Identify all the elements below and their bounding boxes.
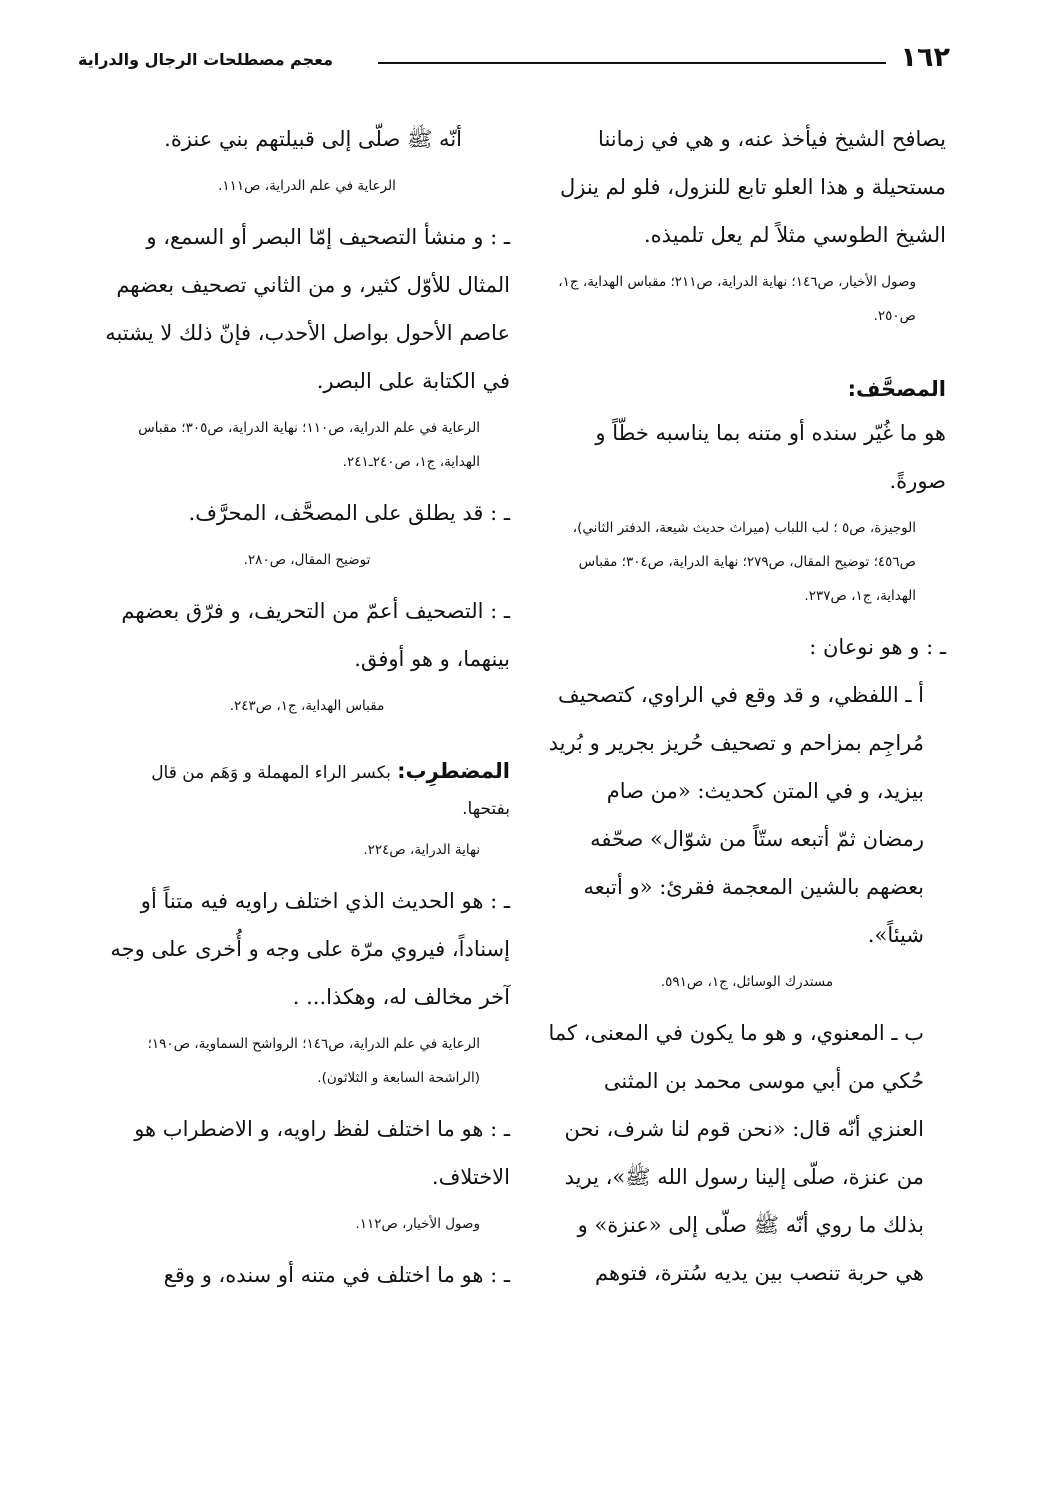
reference: مقباس الهداية، ج١، ص٢٤٣. [229, 698, 385, 714]
reference: الرعاية في علم الدراية، ص١١٠؛ نهاية الدراية، ص٣٠٥؛ مقباس الهداية، ج١، ص٢٤٠ـ٢٤١. [138, 420, 480, 470]
paragraph: ـ : و منشأ التصحيف إمّا البصر أو السمع، و المثال للأوّل كثير، و من الثاني تصحيف بعضهم عاصم الأحول بواصل الأحدب، فإنّ ذلك لا يشتبه في الكتابة على البصر. [105, 225, 510, 393]
paragraph: أنّه ﷺ صلّى إلى قبيلتهم بني عنزة. [164, 127, 462, 151]
paragraph: ـ : قد يطلق على المصحَّف، المحرَّف. [188, 501, 510, 525]
reference: الرعاية في علم الدراية، ص١١١. [218, 178, 396, 194]
running-title: معجم مصطلحات الرجال والدراية [78, 50, 334, 69]
reference: نهاية الدراية، ص٢٢٤. [363, 842, 480, 858]
paragraph: ـ : هو الحديث الذي اختلف راويه فيه متناً أو إسناداً، فيروي مرّة على وجه و أُخرى على وجه آخر مخالف له، وهكذا... . [110, 889, 510, 1009]
reference: توضيح المقال، ص٢٨٠. [243, 552, 371, 568]
entry-note: بكسر الراء المهملة و وَهَم من قال بفتحها. [151, 763, 510, 819]
entry-term: المضطرِب: [397, 759, 510, 783]
right-column [548, 115, 946, 1297]
paragraph: ـ : هو ما اختلف لفظ راويه، و الاضطراب هو الاختلاف. [134, 1117, 510, 1189]
entry-heading [104, 753, 510, 827]
definition: هو ما غُيّر سنده أو متنه بما يناسبه خطّاً و صورةً. [595, 421, 946, 493]
paragraph: يصافح الشيخ فيأخذ عنه، و هي في زماننا مستحيلة و هذا العلو تابع للنزول، فلو لم ينزل الشيخ الطوسي مثلاً لم يعل تلميذه. [559, 127, 946, 247]
reference: وصول الأخيار، ص١٤٦؛ نهاية الدراية، ص٢١١؛ مقباس الهداية، ج١، ص٢٥٠. [558, 274, 916, 324]
paragraph: ـ : هو ما اختلف في متنه أو سنده، و وقع [163, 1263, 510, 1287]
paragraph: أ ـ اللفظي، و قد وقع في الراوي، كتصحيف مُراجِم بمزاحم و تصحيف حُريز بجرير و بُريد بيزيد، و في المتن كحديث: «من صام رمضان ثمّ أتبعه ستّاً من شوّال» صحّفه بعضهم بالشين المعجمة فقرئ: «و أتبعه شيئاً». [548, 683, 924, 947]
left-column [104, 115, 510, 1299]
reference: وصول الأخيار، ص١١٢. [355, 1216, 480, 1232]
paragraph: ب ـ المعنوي، و هو ما يكون في المعنى، كما حُكي من أبي موسى محمد بن المثنى العنزي أنّه قال: «نحن قوم لنا شرف، نحن من عنزة، صلّى إلينا رسول الله ﷺ»، يريد بذلك ما روي أنّه ﷺ صلّى إلى «عنزة» و هي حربة تنصب بين يديه سُترة، فتوهم [548, 1021, 924, 1285]
paragraph: ـ : التصحيف أعمّ من التحريف، و فرّق بعضهم بينهما، و هو أوفق. [121, 599, 510, 671]
reference: مستدرك الوسائل، ج١، ص٥٩١. [660, 974, 834, 990]
page-header [78, 28, 958, 78]
paragraph: ـ : و هو نوعان : [809, 635, 946, 659]
header-rule [378, 62, 886, 64]
reference: الوجيزة، ص٥ ؛ لب اللباب (ميراث حديث شيعة، الدفتر الثاني)، ص٤٥٦؛ توضيح المقال، ص٢٧٩؛ نهاية الدراية، ص٣٠٤؛ مقباس الهداية، ج١، ص٢٣٧. [572, 520, 916, 604]
reference: الرعاية في علم الدراية، ص١٤٦؛ الرواشح السماوية، ص١٩٠؛ (الراشحة السابعة و الثلاثون). [147, 1036, 480, 1086]
entry-heading: المصحَّف: [847, 377, 946, 401]
page-number: ١٦٢ [900, 42, 950, 73]
